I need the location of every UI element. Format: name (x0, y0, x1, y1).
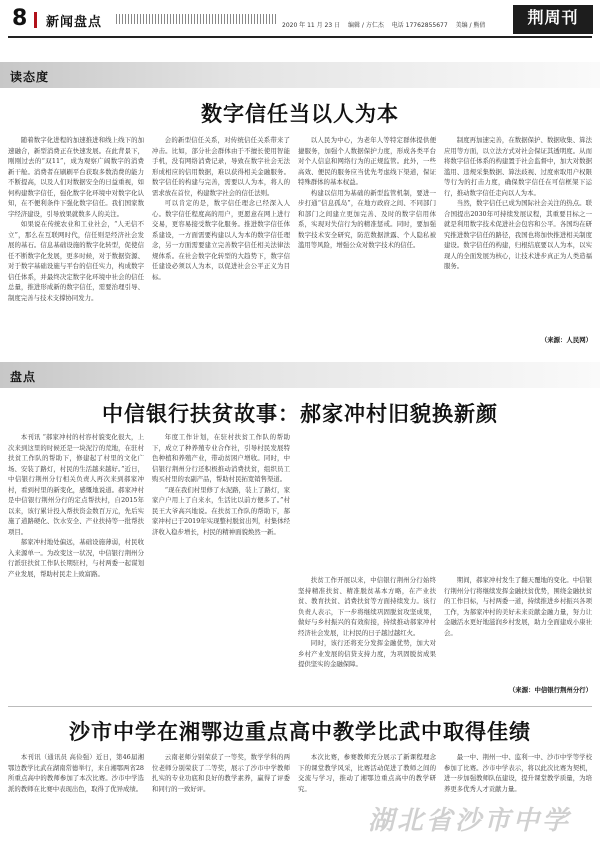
paragraph: 本刊讯 “郝家冲村的村容村貌变化很大，上次来到这里的时候还是一块泥泞的荒地，在驻村扶贫工作队的帮助下，修建起了村里的文化广场、安装了路灯，村民的生活越来越好。”近日，中信银行荆州分行相关负责人再次来到郝家冲村，看到村里的新变化，感慨地说道。郝家冲村是中信银行荆州分行的定点帮扶村，自2015年以来，该行累计投入帮扶资金数百万元，先后实施了道路硬化、饮水安全、产业扶持等一批帮扶项目。 (8, 433, 144, 536)
section-label-roundup: 盘点 (10, 370, 37, 384)
article-column-3 (298, 135, 436, 345)
article-column-1 (8, 432, 144, 700)
section-label-opinion: 读态度 (10, 70, 50, 84)
header-hatch-divider (116, 14, 276, 24)
paragraph: 会的新型信任关系，对传统信任关系带来了冲击。比如，部分社会群体由于不擅长使用智能手机，没有网络消费记录，导致在数字社会无法形成相应的信用数据，难以获得相关金融服务。数字信任的构建与完善，需要以人为本，将人的需求放在首位，构建数字社会的信任法则。 (152, 136, 290, 197)
paragraph: 本刊讯（通讯员 高俭强）近日，第46届湘鄂边教学比武在湖南常德举行，来自湘鄂两省28所重点高中的教师参加了本次比赛。沙市中学选派的教师在比赛中表现出色，取得了优异成绩。 (8, 753, 144, 793)
article-column-4 (444, 135, 592, 333)
section-band-opinion (0, 62, 600, 88)
header-rule (8, 36, 592, 38)
paragraph: 本次比赛，参赛教师充分展示了新课程理念下的课堂教学风采，比赛活动促进了教师之间的交流与学习，推动了湘鄂边重点高中的教学研究。 (298, 753, 436, 793)
section-divider (8, 706, 592, 707)
article-column-2 (152, 135, 290, 345)
article-column-1 (8, 135, 144, 345)
section-band-roundup (0, 362, 600, 388)
paragraph: 云南老师分别荣获了一等奖，数学学科的两位老师分别荣获了二等奖，展示了沙市中学教师扎实的专业功底和良好的教学素养，赢得了评委和同行的一致好评。 (152, 753, 290, 793)
brand-name: 荆周刊 (527, 8, 579, 27)
header-meta (282, 20, 491, 29)
paragraph: 如果说在传统农业和工业社会，“人无信不立”，那么在互联网时代，信任则是经济社会发展的基石。信息基础设施的数字化转型，促使信任不断数字化发展，更多时候，对于数据资源、对于数字基础设施与平台的信任实力，构成数字信任体系，并最终决定数字化环境中社会的信任总量，推进形成新的数字信任，需要治理引导、制度完善与技术支撑协同发力。 (8, 220, 144, 302)
article-column-1 (8, 752, 144, 838)
article-headline-shashi-school: 沙市中学在湘鄂边重点高中教学比武中取得佳绩 (69, 719, 531, 744)
issue-date: 2020 年 11 月 23 日 (282, 22, 341, 29)
section-title: 新闻盘点 (46, 15, 103, 30)
paragraph: 郝家冲村地处偏远，基础设施薄弱，村民收入来源单一。为改变这一状况，中信银行荆州分行派驻扶贫工作队长期驻村，与村两委一起谋划产业发展，帮助村民走上致富路。 (8, 538, 144, 578)
article-headline-citic-poverty: 中信银行扶贫故事：郝家冲村旧貌换新颜 (102, 401, 498, 426)
article-column-2 (152, 752, 290, 838)
brand-logo (513, 5, 593, 34)
phone-number: 电话 17762855677 (391, 22, 448, 29)
paragraph: 年度工作计划，在驻村扶贫工作队的帮助下，成立了种养殖专业合作社，引导村民发展特色种植和养殖产业，带动贫困户增收。同时，中信银行荆州分行还积极推动消费扶贫，组织员工购买村里的农副产品，帮助村民拓宽销售渠道。 (152, 433, 290, 483)
watermark: 湖北省沙市中学 (368, 806, 572, 836)
paragraph: 最一中、荆州一中、监利一中、沙市中学等学校参加了比赛。沙市中学表示，将以此次比赛为契机，进一步加强教师队伍建设，提升课堂教学质量，为培养更多优秀人才贡献力量。 (444, 753, 592, 793)
article-column-2 (152, 432, 290, 700)
page-number: 8 (12, 6, 28, 31)
paragraph: 同时，该行还将充分发挥金融优势，加大对乡村产业发展的信贷支持力度，为巩固脱贫成果提供坚实的金融保障。 (298, 639, 436, 668)
paragraph: 当然，数字信任已成为国际社会关注的热点。联合国提出2030年可持续发展议程，其重要目标之一就是利用数字技术促进社会包容和公平。各国均在研究推进数字信任的路径，我国也将加快推进相关制度建设。数字信任的构建，归根结底要以人为本，以实现人的全面发展为核心，让技术进步真正为人类造福服务。 (444, 199, 592, 270)
article-source: （来源：人民网） (540, 336, 592, 344)
paragraph: 期间，郝家冲村发生了翻天覆地的变化。中信银行荆州分行将继续发挥金融扶贫优势，围绕金融扶贫的工作目标，与村两委一道，持续推进乡村振兴各项工作，为郝家冲村的美好未来贡献金融力量，努力让金融活水更好地滋润乡村发展，助力全面建成小康社会。 (444, 576, 592, 637)
section-marker (34, 12, 37, 28)
editor-credit: 编辑 / 方仁杰 (348, 22, 384, 29)
paragraph: “现在我们村里修了水泥路，装上了路灯，家家户户用上了自来水，生活比以前方便多了。”村民王大爷高兴地说。在扶贫工作队的帮助下，郝家冲村已于2019年实现整村脱贫出列，村集体经济收入稳步增长，村民的精神面貌焕然一新。 (152, 485, 290, 536)
paragraph: 制度再加速完善，在数据保护、数据收集、算法应用等方面，以立法方式对社会保证其透明度。从而将数字信任体系的构建置于社会监督中，加大对数据滥用、违规采集数据、算法歧视、过度索取用户权限等行为的打击力度，确保数字信任在可信框架下运行，推动数字信任走向以人为本。 (444, 136, 592, 197)
article-column-4 (444, 575, 592, 683)
paragraph: 随着数字化进程的加速推进和线上线下的加速融合，新型消费正在快速发展。在此背景下，刚刚过去的“双11”，成为观察广阔数字的消费新干舱。消费者在刷刷平台获取多数消费的能力不断提高，以及人们对数据安全的日益重视，如何构建数字信任，强化数字化环境中对数字化认知，在不便利条件下强化数字信任。我们国家数字经济建设，引导放果就数多人的关注。 (8, 136, 144, 218)
paragraph: 扶贫工作开展以来，中信银行荆州分行始终坚持精准扶贫、精准脱贫基本方略，在产业扶贫、教育扶贫、消费扶贫等方面持续发力。该行负责人表示，下一步将继续巩固脱贫攻坚成果，做好与乡村振兴的有效衔接，持续推动郝家冲村经济社会发展，让村民的日子越过越红火。 (298, 576, 436, 637)
article-column-3 (298, 575, 436, 700)
paragraph: 可以肯定的是，数字信任理念已经深入人心。数字信任程度高的用户，更愿意在网上进行交易，更容易接受数字化服务。推进数字信任体系建设，一方面需要构建以人为本的数字信任理念，另一方面需要建立完善数字信任相关法律法规体系。在社会数字化转型的大趋势下，数字信任建设必须以人为本，以促进社会公平正义为目标。 (152, 199, 290, 281)
article-headline-digital-trust: 数字信任当以人为本 (201, 101, 399, 126)
paragraph: 以人民为中心，为老年人等特定群体提供便捷服务，加强个人数据保护力度，形成各类平台对个人信息和网络行为的正规监管。此外，一些高效、便民的服务应当优先考虑线下渠道，保证特殊群体的基本权益。 (298, 136, 436, 186)
article-source: （来源：中信银行荆州分行） (508, 686, 592, 694)
designer-credit: 美编 / 熊倩 (455, 22, 486, 29)
paragraph: 构建以信用为基础的新型监管机制，要进一步打通“信息孤岛”，在地方政府之间、不同部门和部门之间建立更加完善、及时的数字信用体系，实现对失信行为的精准惩戒。同时，要加强数字技术安全研究，防范数据泄露、个人隐私被滥用等风险，增强公众对数字技术的信任。 (298, 188, 436, 249)
